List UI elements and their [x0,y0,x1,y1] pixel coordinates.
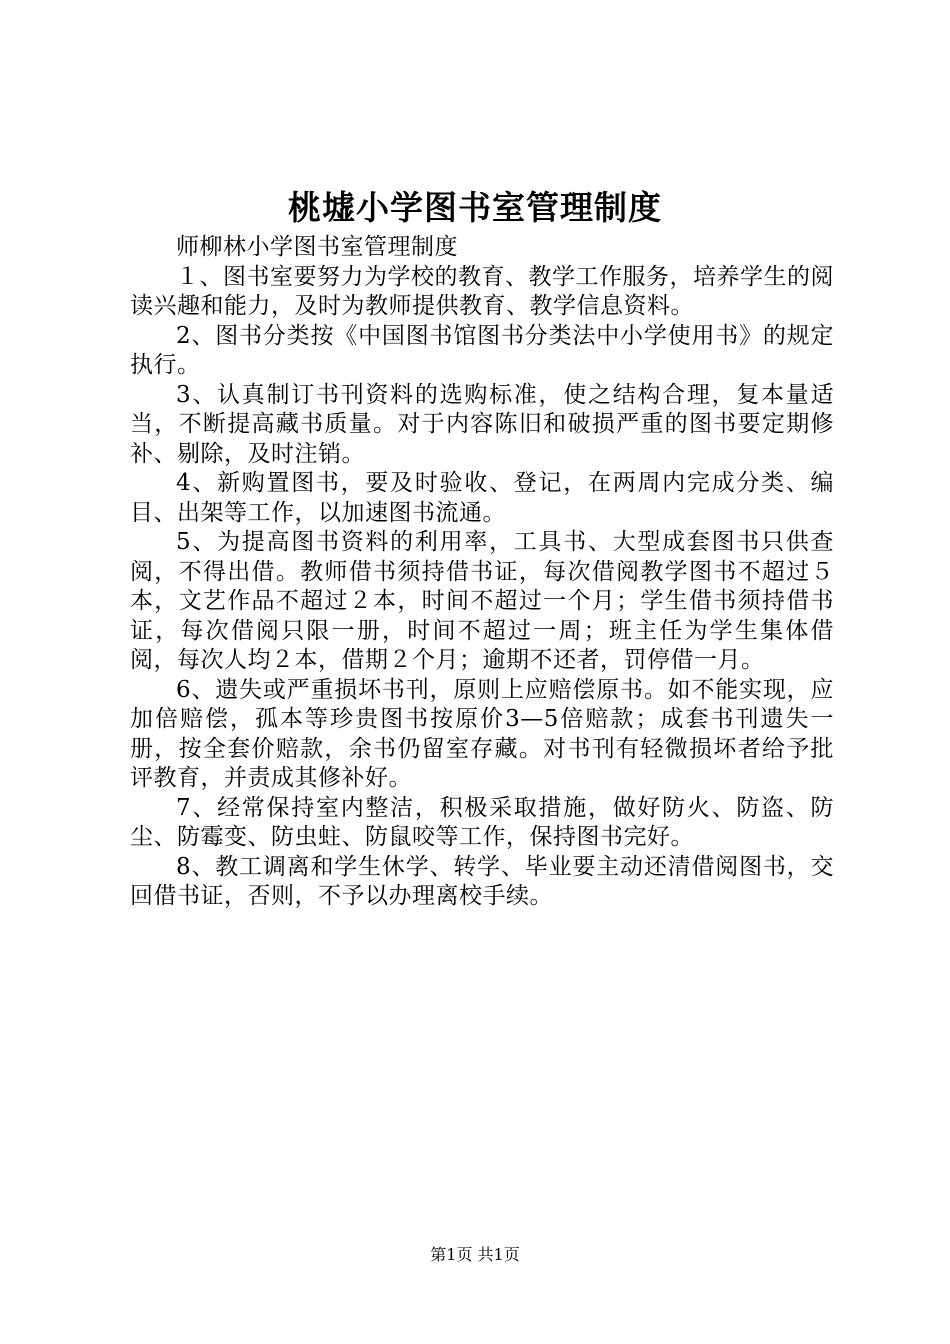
paragraph-4: 4、新购置图书，要及时验收、登记，在两周内完成分类、编目、出架等工作，以加速图书流通。 [130,470,834,526]
paragraph-6: 6、遗失或严重损坏书刊，原则上应赔偿原书。如不能实现，应加倍赔偿，孤本等珍贵图书按原价3—5倍赔款；成套书刊遗失一册，按全套价赔款，余书仍留室存藏。对书刊有轻微损坏者给予批评教育，并责成其修补好。 [130,676,834,791]
document-title: 桃墟小学图书室管理制度 [288,188,662,227]
paragraph-3: 3、认真制订书刊资料的选购标准，使之结构合理，复本量适当，不断提高藏书质量。对于内容陈旧和破损严重的图书要定期修补、剔除，及时注销。 [130,381,834,467]
document-subtitle: 师柳林小学图书室管理制度 [176,234,458,260]
paragraph-1: １、图书室要努力为学校的教育、教学工作服务，培养学生的阅读兴趣和能力，及时为教师提供教育、教学信息资料。 [130,263,834,319]
paragraph-2: 2、图书分类按《中国图书馆图书分类法中小学使用书》的规定执行。 [130,322,834,378]
document-body [130,233,834,912]
page-number-footer: 第1页 共1页 [430,1245,520,1264]
paragraph-8: 8、教工调离和学生休学、转学、毕业要主动还清借阅图书，交回借书证，否则，不予以办理离校手续。 [130,853,834,909]
paragraph-5: 5、为提高图书资料的利用率，工具书、大型成套图书只供查阅，不得出借。教师借书须持借书证，每次借阅教学图书不超过５本，文艺作品不超过２本，时间不超过一个月；学生借书须持借书证，每次借阅只限一册，时间不超过一周；班主任为学生集体借阅，每次人均２本，借期２个月；逾期不还者，罚停借一月。 [130,529,834,673]
paragraph-7: 7、经常保持室内整洁，积极采取措施，做好防火、防盗、防尘、防霉变、防虫蛀、防鼠咬等工作，保持图书完好。 [130,794,834,850]
